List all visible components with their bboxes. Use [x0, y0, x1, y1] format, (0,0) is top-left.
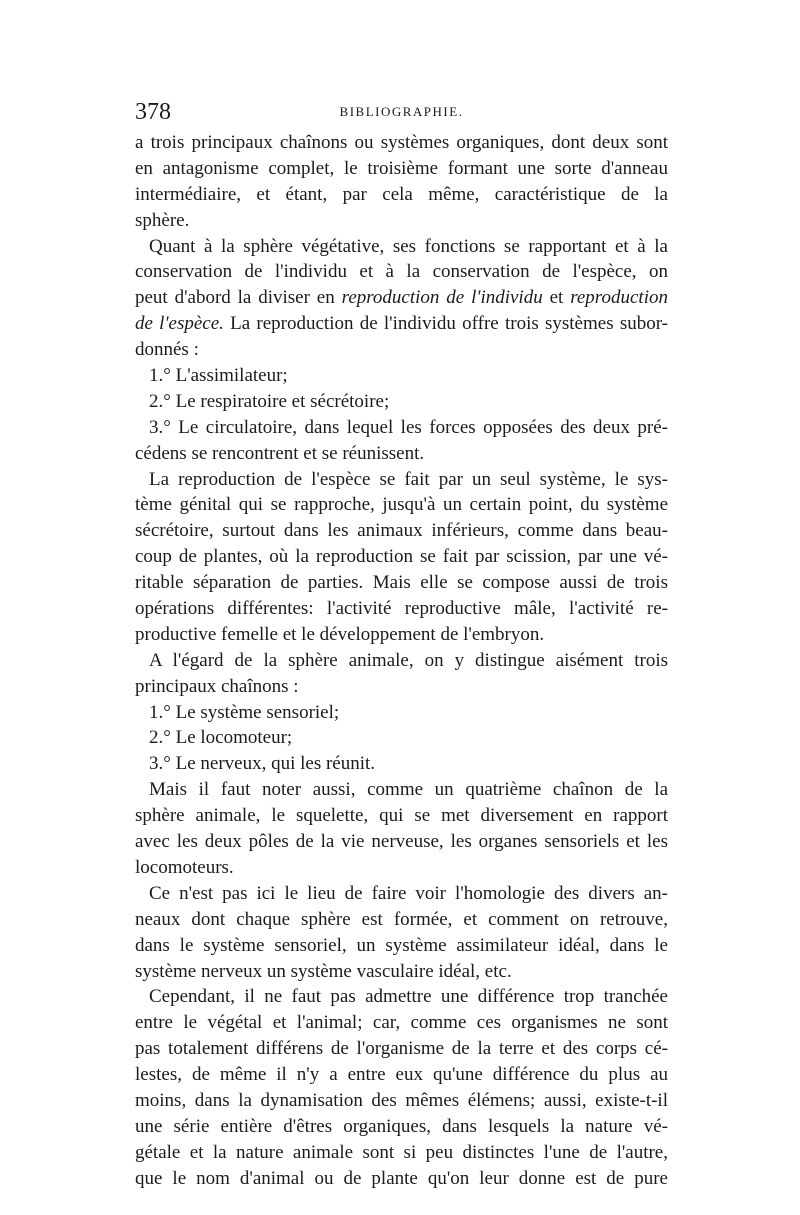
- italic-term: de l'espèce.: [135, 313, 224, 335]
- running-title: BIBLIOGRAPHIE.: [339, 104, 464, 119]
- text-line: Cependant, il ne faut pas admettre une différence trop tranchée: [149, 986, 668, 1008]
- list-item: 2.° Le locomoteur;: [149, 727, 293, 749]
- text-segment: peut d'abord la diviser en: [135, 287, 342, 309]
- text-line: La reproduction de l'espèce se fait par un seul système, le sys-: [149, 468, 668, 490]
- list-item: 3.° Le circulatoire, dans lequel les forces opposées des deux pré-: [149, 416, 668, 438]
- text-segment: La reproduction de l'individu offre trois systèmes subor-: [223, 313, 668, 335]
- text-line: en antagonisme complet, le troisième formant une sorte d'anneau: [135, 157, 668, 179]
- text-line: gétale et la nature animale sont si peu distinctes l'une de l'autre,: [135, 1141, 668, 1163]
- italic-term: reproduction: [570, 287, 668, 309]
- text-line: sphère.: [135, 209, 190, 231]
- text-line: conservation de l'individu et à la conservation de l'espèce, on: [135, 261, 668, 283]
- text-line: intermédiaire, et étant, par cela même, caractéristique de la: [135, 183, 668, 205]
- text-line: principaux chaînons :: [135, 675, 299, 697]
- italic-term: reproduction de l'individu: [341, 287, 543, 309]
- text-line: tème génital qui se rapproche, jusqu'à un certain point, du système: [135, 494, 668, 516]
- list-item: 1.° Le système sensoriel;: [149, 701, 340, 723]
- text-line: une série entière d'êtres organiques, dans lesquels la nature vé-: [135, 1115, 668, 1137]
- text-segment: et: [542, 287, 571, 309]
- text-line: que le nom d'animal ou de plante qu'on leur donne est de pure: [135, 1167, 668, 1189]
- running-head: [135, 98, 668, 128]
- text-line: moins, dans la dynamisation des mêmes élémens; aussi, existe-t-il: [135, 1089, 668, 1111]
- text-line: a trois principaux chaînons ou systèmes organiques, dont deux sont: [135, 132, 668, 153]
- text-line: sécrétoire, surtout dans les animaux inférieurs, comme dans beau-: [135, 520, 668, 542]
- text-line: cédens se rencontrent et se réunissent.: [135, 442, 425, 464]
- body-text: [135, 130, 668, 1192]
- text-line: productive femelle et le développement de l'embryon.: [135, 623, 545, 645]
- text-line: Mais il faut noter aussi, comme un quatrième chaînon de la: [149, 779, 668, 801]
- text-line: locomoteurs.: [135, 856, 234, 878]
- text-line: dans le système sensoriel, un système assimilateur idéal, dans le: [135, 934, 668, 956]
- text-line: neaux dont chaque sphère est formée, et comment on retrouve,: [135, 908, 668, 930]
- text-line: ritable séparation de parties. Mais elle se compose aussi de trois: [135, 572, 668, 594]
- text-line: A l'égard de la sphère animale, on y distingue aisément trois: [149, 649, 668, 671]
- text-line: Quant à la sphère végétative, ses fonctions se rapportant et à la: [149, 235, 668, 257]
- text-line: pas totalement différens de l'organisme de la terre et des corps cé-: [135, 1038, 668, 1060]
- text-line: avec les deux pôles de la vie nerveuse, les organes sensoriels et les: [135, 831, 668, 853]
- list-item: 2.° Le respiratoire et sécrétoire;: [149, 390, 390, 412]
- text-line: entre le végétal et l'animal; car, comme ces organismes ne sont: [135, 1012, 668, 1034]
- text-line: Ce n'est pas ici le lieu de faire voir l'homologie des divers an-: [149, 882, 668, 904]
- page-number: 378: [135, 99, 171, 125]
- text-line: donnés :: [135, 339, 199, 361]
- text-line: opérations différentes: l'activité reproductive mâle, l'activité re-: [135, 598, 668, 620]
- list-item: 1.° L'assimilateur;: [149, 365, 288, 387]
- text-line: coup de plantes, où la reproduction se fait par scission, par une vé-: [135, 546, 668, 568]
- list-item: 3.° Le nerveux, qui les réunit.: [149, 753, 376, 775]
- text-line: [135, 311, 668, 337]
- text-line: système nerveux un système vasculaire idéal, etc.: [135, 960, 512, 982]
- text-line: sphère animale, le squelette, qui se met diversement en rapport: [135, 805, 668, 827]
- text-line: [135, 285, 668, 311]
- text-line: lestes, de même il n'y a entre eux qu'une différence du plus au: [135, 1064, 668, 1086]
